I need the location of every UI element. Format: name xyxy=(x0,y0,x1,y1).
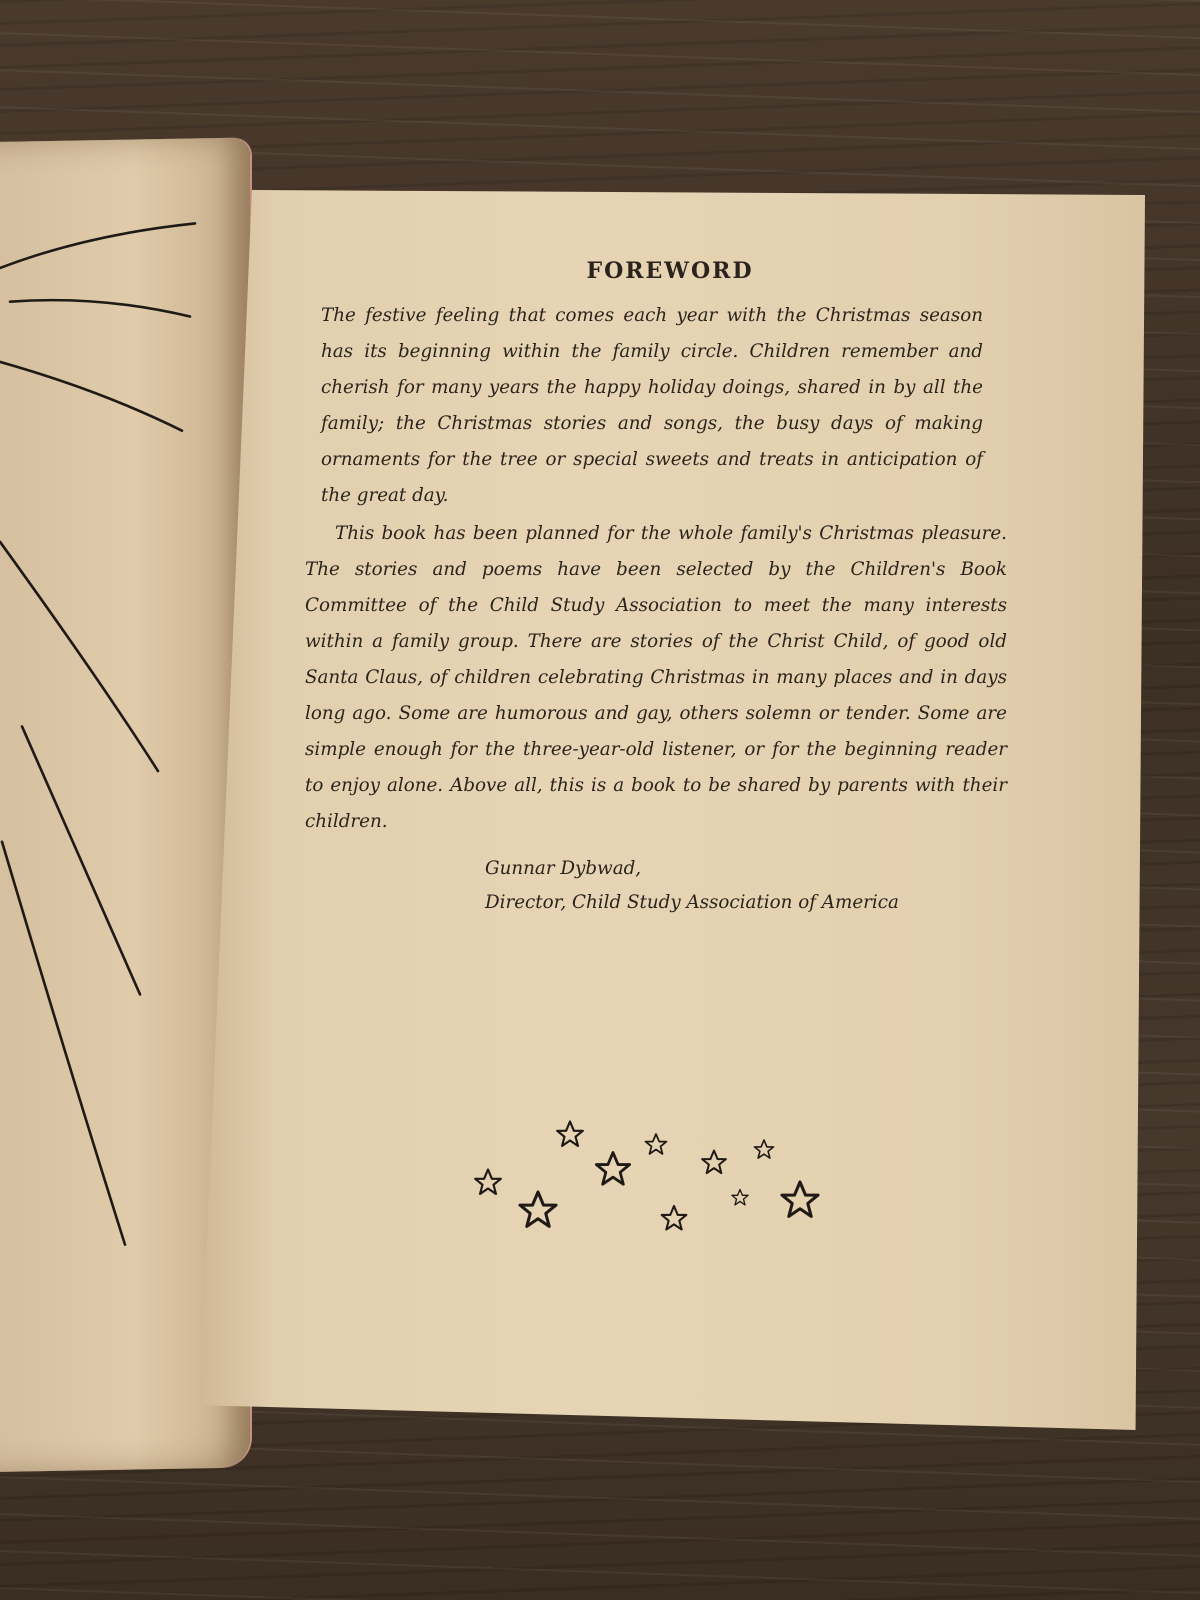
star-icon xyxy=(596,1153,629,1185)
ray-line xyxy=(0,539,158,774)
signature-block xyxy=(305,852,1015,920)
signature-name: Gunnar Dybwad, xyxy=(485,858,642,879)
foreword-paragraph-2: This book has been planned for the whole family's Christmas pleasure. The stories and poems have been selected by the Children's Book Committee of the Child Study Association to meet the many interests within a family group. There are stories of the Christ Child, of good old Santa Claus, of children celebrating Christmas in many places and in days long ago. Some are humorous and gay, others solemn or tender. Some are simple enough for the three-year-old listener, or for the beginning reader to enjoy alone. Above all, this is a book to be shared by parents with their children. xyxy=(305,523,1007,832)
star-icon xyxy=(646,1134,667,1154)
star-icon xyxy=(557,1122,583,1146)
signature-title: Director, Child Study Association of America xyxy=(485,892,899,913)
foreword-paragraph-1: The festive feeling that comes each year with the Christmas season has its beginning within the family circle. Children remember and cherish for many years the happy holiday doings, shared in by all the family; the Christmas stories and songs, the busy days of making ornaments for the tree or special sweets and treats in anticipation of the great day. xyxy=(321,305,983,506)
star-cluster-illustration xyxy=(470,1115,840,1245)
foreword-text-block xyxy=(305,258,1015,920)
ray-line xyxy=(22,724,140,996)
ray-line xyxy=(0,223,195,272)
foreword-title: FOREWORD xyxy=(586,258,754,284)
ray-line xyxy=(0,359,182,434)
star-icon xyxy=(475,1170,501,1194)
star-icon xyxy=(662,1206,687,1230)
star-icon xyxy=(755,1140,774,1158)
star-icon xyxy=(732,1190,748,1205)
star-icon xyxy=(782,1182,818,1216)
star-icon xyxy=(520,1192,556,1226)
ray-line xyxy=(10,298,190,320)
star-icon xyxy=(702,1151,726,1174)
ray-line xyxy=(2,840,125,1247)
